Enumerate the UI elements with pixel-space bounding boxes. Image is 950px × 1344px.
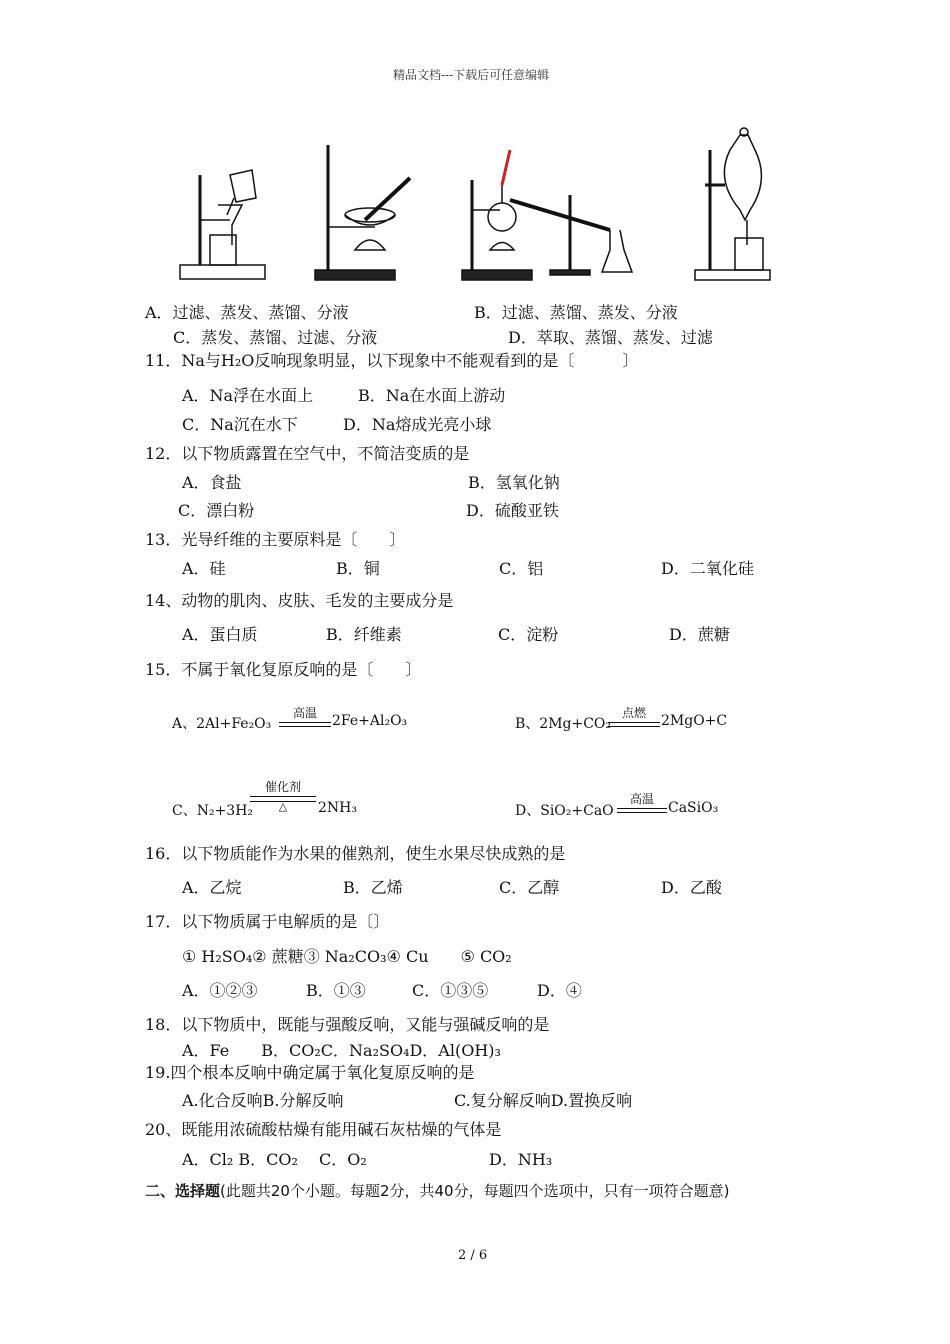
q13-stem: 13．光导纤维的主要原料是〔 〕 bbox=[145, 530, 406, 549]
q12-option-b: B．氢氧化钠 bbox=[468, 473, 560, 492]
q17-option-b: B．①③ bbox=[306, 981, 366, 1000]
q18-options: A．Fe B．CO₂C．Na₂SO₄D．Al(OH)₃ bbox=[182, 1041, 501, 1060]
separatory-funnel-icon bbox=[695, 128, 770, 280]
q15-stem: 15．不属于氧化复原反响的是〔 〕 bbox=[145, 660, 422, 679]
q19-stem: 19.四个根本反响中确定属于氧化复原反响的是 bbox=[145, 1063, 475, 1082]
q15-option-c-condition: 催化剂 bbox=[264, 780, 301, 794]
q15-option-b-condition: 点燃 bbox=[621, 706, 646, 720]
q18-stem: 18．以下物质中，既能与强酸反响，又能与强碱反响的是 bbox=[145, 1015, 550, 1034]
q17-option-d: D．④ bbox=[537, 981, 582, 1000]
q10-option-b: B．过滤、蒸馏、蒸发、分液 bbox=[474, 303, 678, 322]
section-label: 二、选择题 bbox=[145, 1182, 221, 1200]
q17-items: ① H₂SO₄② 蔗糖③ Na₂CO₃④ Cu ⑤ CO₂ bbox=[182, 947, 512, 966]
q11-option-c: C．Na沉在水下 bbox=[182, 415, 298, 434]
q14-option-a: A．蛋白质 bbox=[182, 625, 258, 644]
q13-option-b: B．铜 bbox=[336, 559, 380, 578]
q12-option-c: C．漂白粉 bbox=[178, 501, 255, 520]
q14-option-b: B．纤维素 bbox=[326, 625, 402, 644]
q14-option-c: C．淀粉 bbox=[498, 625, 559, 644]
q16-option-b: B．乙烯 bbox=[343, 878, 403, 897]
q20-options-abc: A．Cl₂ B．CO₂ C．O₂ bbox=[182, 1150, 367, 1169]
q15-option-b-right: 2MgO+C bbox=[661, 713, 728, 729]
page-number: 2 / 6 bbox=[458, 1248, 488, 1263]
q15-option-c-right: 2NH₃ bbox=[318, 800, 357, 816]
q20-stem: 20、既能用浓硫酸枯燥有能用碱石灰枯燥的气体是 bbox=[145, 1120, 502, 1139]
q17-option-a: A．①②③ bbox=[182, 981, 258, 1000]
q13-option-c: C．铝 bbox=[499, 559, 544, 578]
q16-option-d: D．乙酸 bbox=[661, 878, 722, 897]
q11-option-a: A．Na浮在水面上 bbox=[182, 386, 314, 405]
q11-option-d: D．Na熔成光亮小球 bbox=[343, 415, 492, 434]
q17-option-c: C．①③⑤ bbox=[412, 981, 489, 1000]
section-heading bbox=[145, 1180, 729, 1201]
q20-option-d: D．NH₃ bbox=[489, 1150, 553, 1169]
q15-option-a-right: 2Fe+Al₂O₃ bbox=[332, 713, 408, 729]
section-instructions: (此题共20个小题。每题2分，共40分，每题四个选项中，只有一项符合题意) bbox=[220, 1182, 730, 1200]
q12-stem: 12．以下物质露置在空气中，不简洁变质的是 bbox=[145, 444, 470, 463]
q16-option-a: A．乙烷 bbox=[182, 878, 242, 897]
q16-stem: 16．以下物质能作为水果的催熟剂，使生水果尽快成熟的是 bbox=[145, 844, 566, 863]
q12-option-a: A．食盐 bbox=[182, 473, 242, 492]
q16-option-c: C．乙醇 bbox=[499, 878, 560, 897]
q13-option-a: A．硅 bbox=[182, 559, 226, 578]
q10-option-c: C．蒸发、蒸馏、过滤、分液 bbox=[173, 328, 378, 347]
q13-option-d: D．二氧化硅 bbox=[661, 559, 754, 578]
q19-options-cd: C.复分解反响D.置换反响 bbox=[454, 1091, 633, 1110]
q17-stem: 17．以下物质属于电解质的是〔〕 bbox=[145, 912, 390, 931]
q15-option-d-left: D、SiO₂+CaO bbox=[515, 803, 614, 819]
evaporation-apparatus-icon bbox=[315, 145, 410, 280]
q15-option-d-right: CaSiO₃ bbox=[668, 800, 719, 816]
q10-option-a: A．过滤、蒸发、蒸馏、分液 bbox=[145, 303, 349, 322]
q19-options-ab: A.化合反响B.分解反响 bbox=[182, 1091, 344, 1110]
q14-stem: 14、动物的肌肉、皮肤、毛发的主要成分是 bbox=[145, 591, 454, 610]
q14-option-d: D．蔗糖 bbox=[669, 625, 730, 644]
filtration-apparatus-icon bbox=[180, 170, 265, 279]
q15-option-a-condition: 高温 bbox=[292, 706, 317, 720]
q11-option-b: B．Na在水面上游动 bbox=[358, 386, 506, 405]
q15-option-b-left: B、2Mg+CO₂ bbox=[515, 716, 612, 732]
q15-option-c-left: C、N₂+3H₂ bbox=[172, 803, 254, 819]
q11-stem: 11．Na与H₂O反响现象明显，以下现象中不能观看到的是〔 〕 bbox=[145, 351, 639, 370]
q12-option-d: D．硫酸亚铁 bbox=[466, 501, 559, 520]
page-header: 精品文档---下载后可任意编辑 bbox=[393, 68, 550, 82]
q10-option-d: D．萃取、蒸馏、蒸发、过滤 bbox=[508, 328, 713, 347]
q15-option-a-left: A、2Al+Fe₂O₃ bbox=[172, 716, 272, 732]
q15-option-c-heat-symbol: △ bbox=[278, 800, 288, 813]
distillation-apparatus-icon bbox=[462, 150, 632, 280]
q15-option-d-condition: 高温 bbox=[629, 792, 654, 806]
apparatus-figure bbox=[170, 120, 780, 290]
